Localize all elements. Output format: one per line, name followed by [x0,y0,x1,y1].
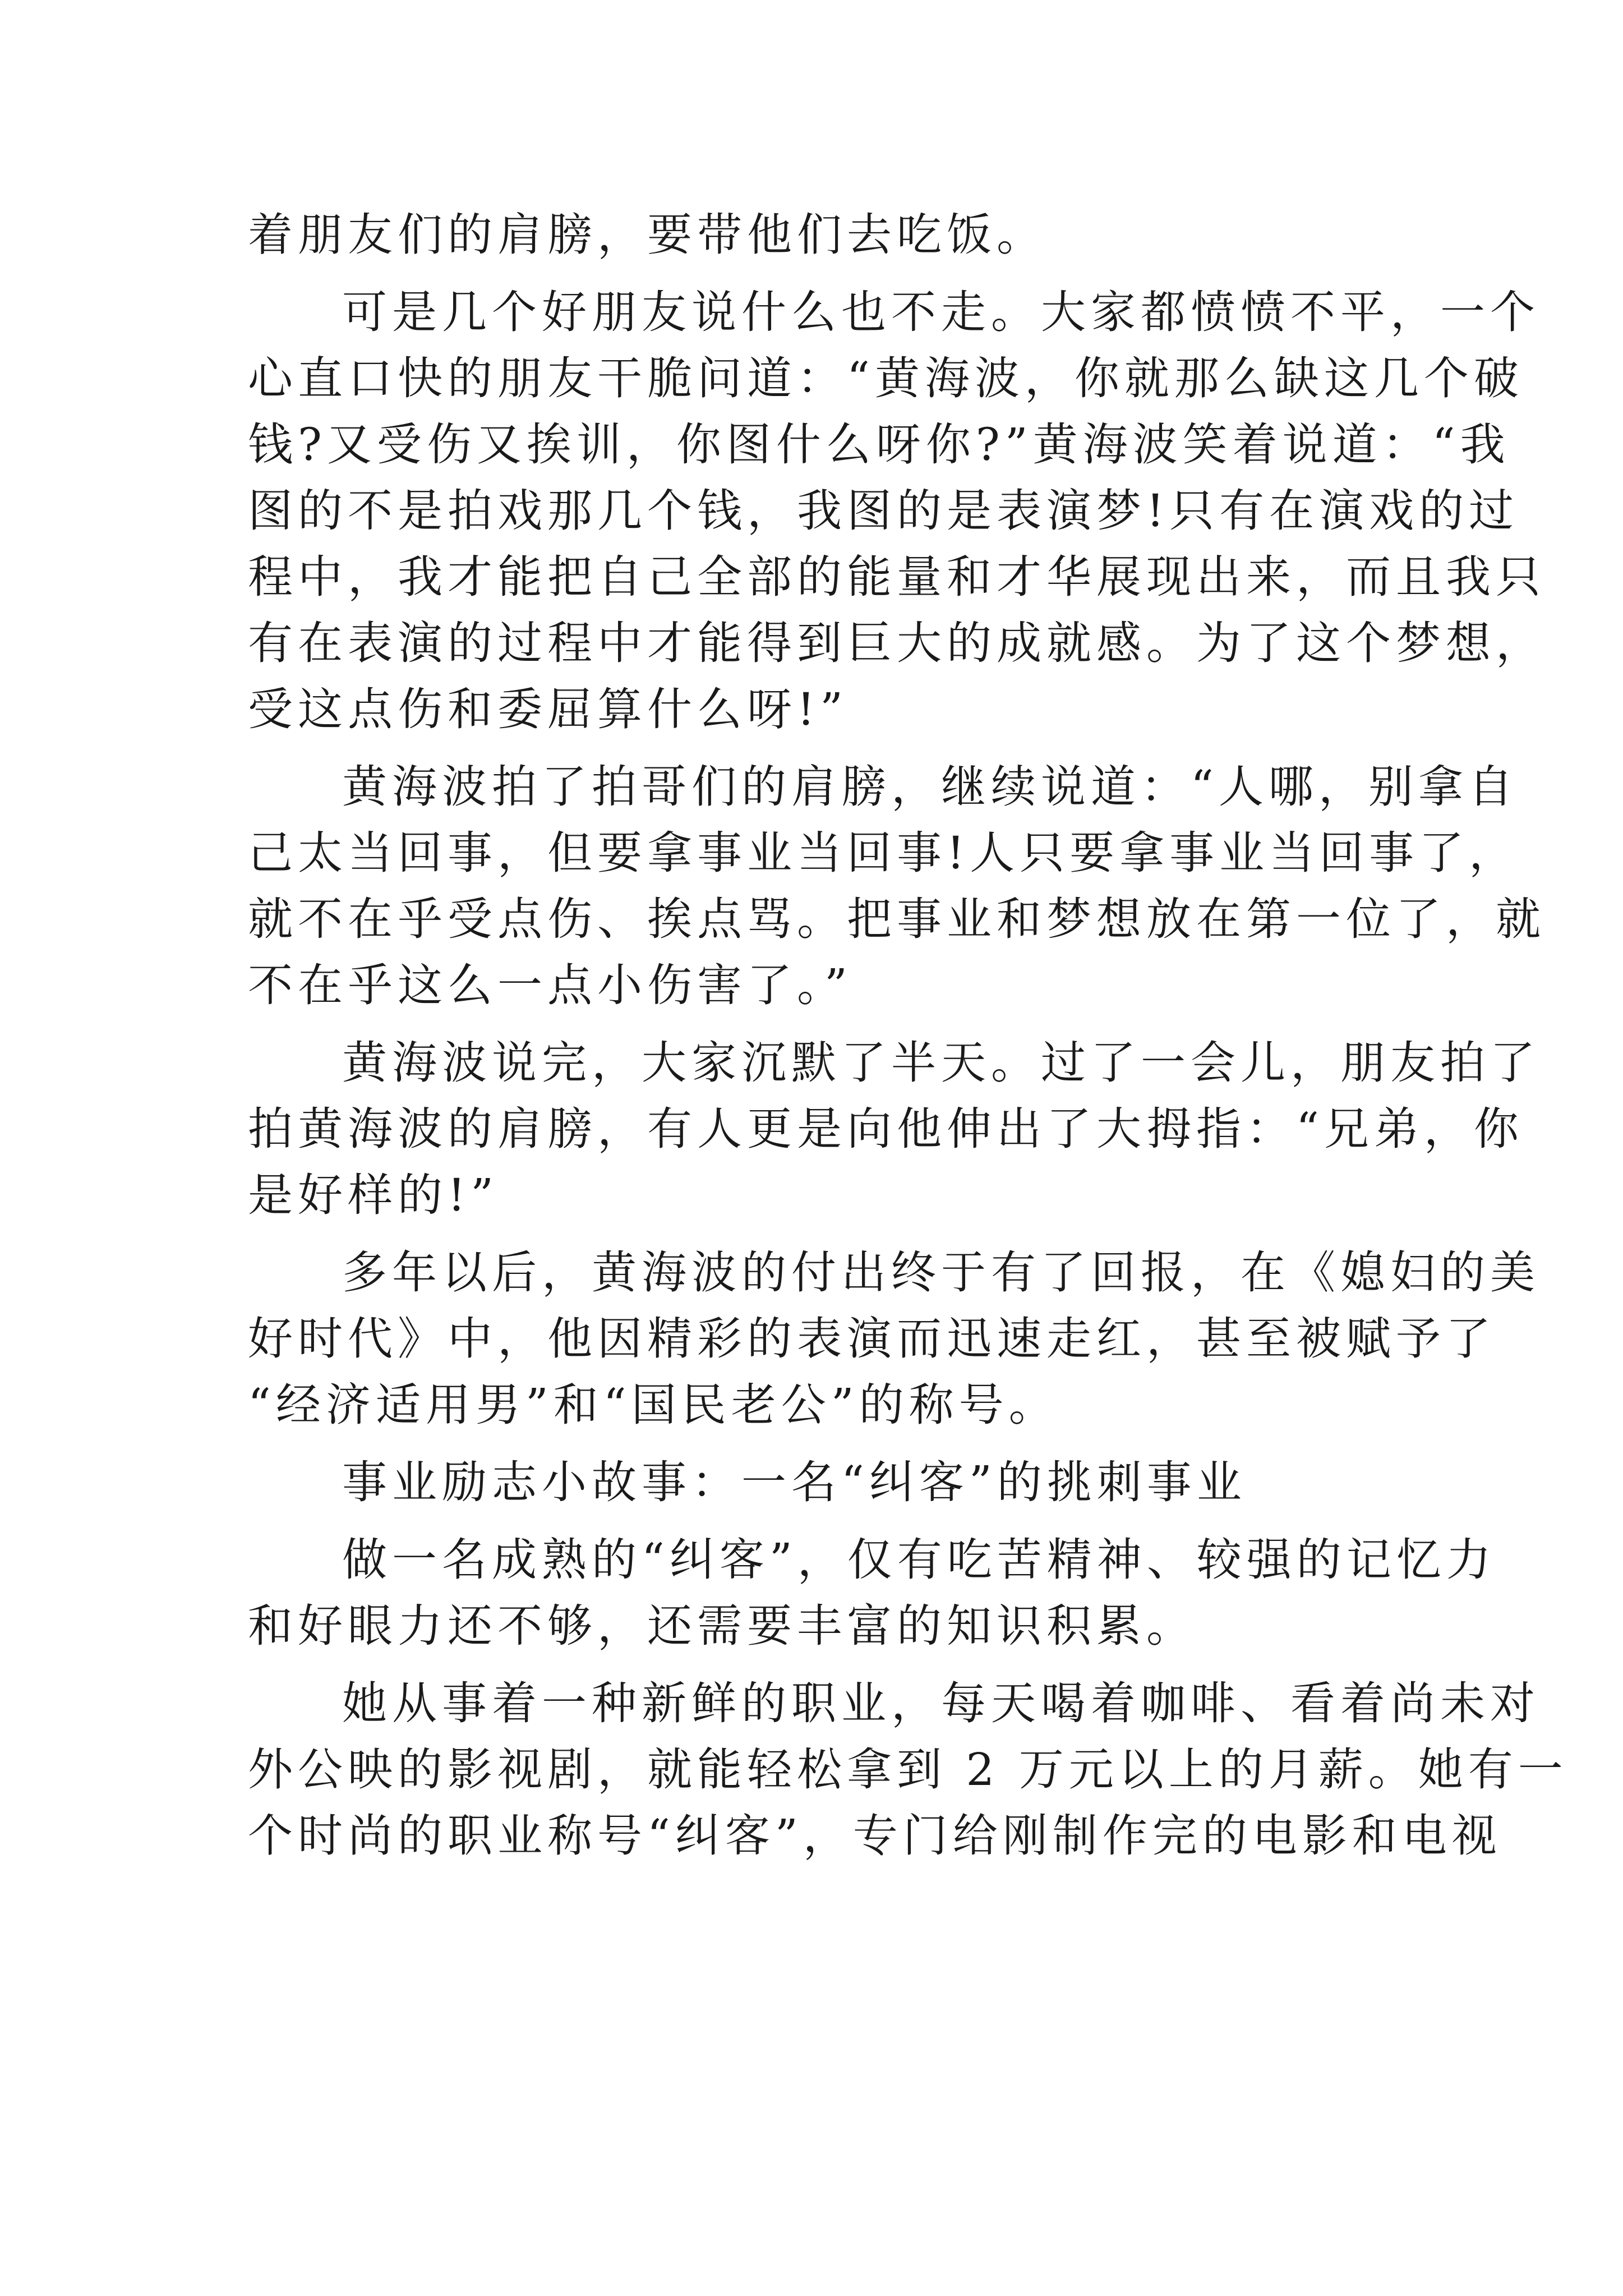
text-line: 程中，我才能把自己全部的能量和才华展现出来，而且我只 [248,551,1546,603]
text-line: 受这点伤和委屈算什么呀!” [248,683,849,735]
text-line: 着朋友们的肩膀，要带他们去吃饭。 [248,209,1046,261]
text-line: 己太当回事，但要拿事业当回事!人只要拿事业当回事了， [248,827,1519,879]
text-line: 和好眼力还不够，还需要丰富的知识积累。 [248,1600,1196,1652]
text-line: 有在表演的过程中才能得到巨大的成就感。为了这个梦想， [248,617,1546,669]
body-text [248,202,1568,1869]
text-line: 是好样的!” [248,1169,499,1221]
text-line: 好时代》中，他因精彩的表演而迅速走红，甚至被赋予了 [248,1313,1496,1365]
text-line: 就不在乎受点伤、挨点骂。把事业和梦想放在第一位了，就 [248,893,1546,945]
text-line: 外公映的影视剧，就能轻松拿到 2 万元以上的月薪。她有一 [248,1743,1568,1796]
text-line: 事业励志小故事：一名“纠客”的挑刺事业 [342,1456,1247,1508]
text-line: 个时尚的职业称号“纠客”，专门给刚制作完的电影和电视 [248,1810,1502,1862]
text-line: 心直口快的朋友干脆问道：“黄海波，你就那么缺这几个破 [248,352,1524,404]
text-line: 黄海波说完，大家沉默了半天。过了一会儿，朋友拍了 [342,1037,1540,1089]
text-line: 不在乎这么一点小伤害了。” [248,959,852,1011]
text-line: 可是几个好朋友说什么也不走。大家都愤愤不平，一个 [342,286,1540,338]
text-line: 拍黄海波的肩膀，有人更是向他伸出了大拇指：“兄弟，你 [248,1103,1524,1155]
text-line: 多年以后，黄海波的付出终于有了回报，在《媳妇的美 [342,1246,1540,1299]
text-line: 她从事着一种新鲜的职业，每天喝着咖啡、看着尚未对 [342,1677,1540,1729]
text-line: “经济适用男”和“国民老公”的称号。 [248,1379,1059,1431]
text-line: 黄海波拍了拍哥们的肩膀，继续说道：“人哪，别拿自 [342,761,1518,813]
text-line: 做一名成熟的“纠客”，仅有吃苦精神、较强的记忆力 [342,1534,1496,1586]
text-line: 钱?又受伤又挨训，你图什么呀你?”黄海波笑着说道：“我 [248,418,1510,471]
text-line: 图的不是拍戏那几个钱，我图的是表演梦!只有在演戏的过 [248,485,1519,537]
